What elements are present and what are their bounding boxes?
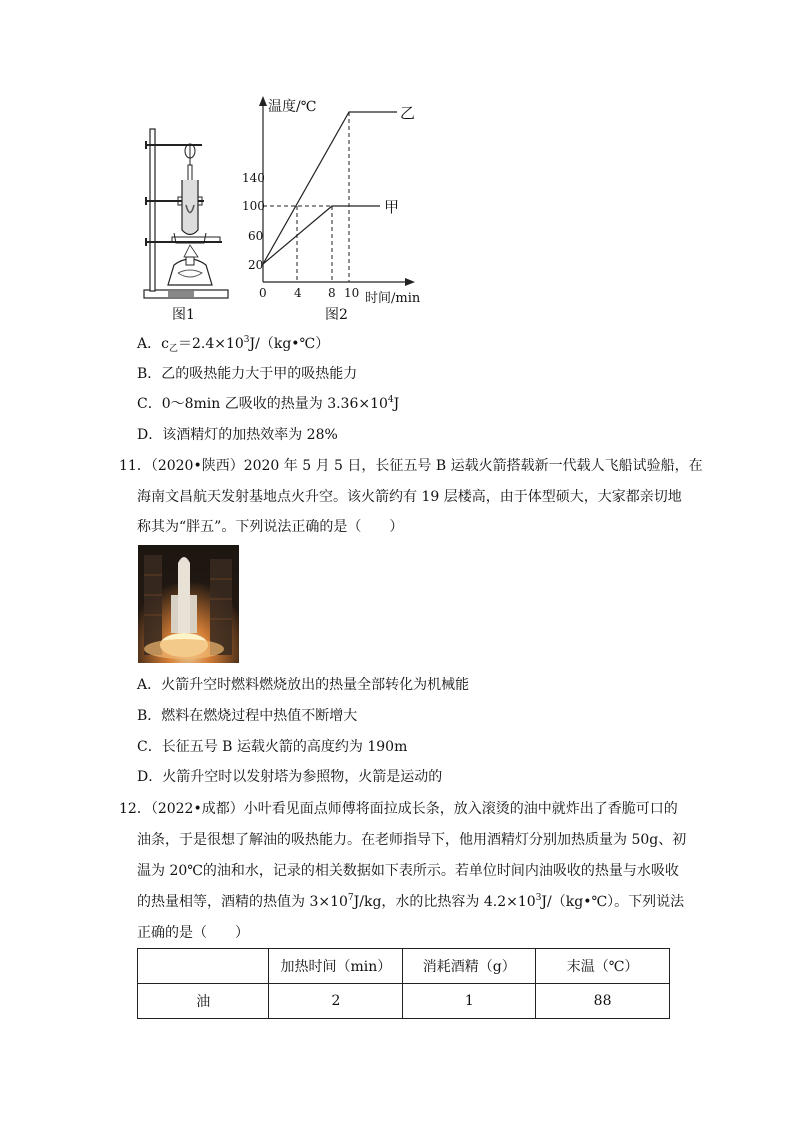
table-cell: 1 [403,984,536,1019]
rocket-launch-photo [138,545,239,663]
y-tick-100: 100 [242,199,265,213]
q11-stem-line2: 海南文昌航天发射基地点火升空。该火箭约有 19 层楼高，由于体型硕大，大家都亲切地 [137,489,682,505]
table-cell: 2 [269,984,403,1019]
q11-option-a: A．火箭升空时燃料燃烧放出的热量全部转化为机械能 [137,677,470,693]
x-tick-8: 8 [328,286,336,300]
series-yi-line [263,112,400,264]
y-tick-140: 140 [242,171,265,185]
series-label-yi: 乙 [400,104,416,122]
q10-option-a: A．$c_乙=2.4\times 10^3J/(kg•℃)$ [137,335,330,354]
q11-stem-line1: 11．（2020•陕西）2020 年 5 月 5 日，长征五号 B 运载火箭搭载新一代载人飞船试验船，在 [119,458,703,474]
table-header-row [138,949,670,984]
x-tick-0: 0 [259,286,267,300]
x-tick-10: 10 [344,286,360,300]
q12-stem-line5: 正确的是（ ） [137,925,249,941]
table-row [138,984,670,1019]
table-header-cell: 加热时间（min） [269,949,403,984]
q10-option-b: B．乙的吸热能力大于甲的吸热能力 [137,366,358,382]
q12-stem-line1: 12．（2022•成都）小叶看见面点师傅将面拉成长条，放入滚烫的油中就炸出了香脆可口的 [119,801,678,817]
table-cell: 88 [536,984,670,1019]
q11-option-b: B．燃料在燃烧过程中热值不断增大 [137,708,358,724]
series-label-jia: 甲 [384,198,400,216]
x-axis-label: 时间/min [365,291,421,306]
table-cell: 油 [138,984,269,1019]
y-tick-60: 60 [248,229,264,243]
figure2-label: 图2 [325,307,348,323]
y-axis-label: 温度/℃ [268,99,317,115]
temperature-time-graph [235,92,435,304]
table-header-cell: 消耗酒精（g） [403,949,536,984]
q12-stem-line4: 的热量相等，酒精的热值为 $3\times 10^7J/kg$，水的比热容为 $4.2\times 10^3J/(kg•℃)$。下列说法 [137,893,685,910]
figure1-label: 图1 [172,307,195,323]
series-jia-line [263,206,380,264]
q12-stem-line3: 温为 20℃的油和水，记录的相关数据如下表所示。若单位时间内油吸收的热量与水吸收 [137,863,679,879]
apparatus-figure [138,125,234,305]
q10-option-c: C．0～8min 乙吸收的热量为 $3.36\times 10^4J$ [137,395,400,412]
q12-stem-line2: 油条，于是很想了解油的吸热能力。在老师指导下，他用酒精灯分别加热质量为 50g、初 [137,832,687,848]
q11-option-d: D．火箭升空时以发射塔为参照物，火箭是运动的 [137,769,443,785]
q10-option-d: D．该酒精灯的加热效率为 28% [137,427,338,443]
table-header-cell: 末温（℃） [536,949,670,984]
q12-data-table [137,948,670,1019]
q11-option-c: C．长征五号 B 运载火箭的高度约为 190m [137,739,408,755]
y-tick-20: 20 [248,258,264,272]
table-header-cell [138,949,269,984]
q11-stem-line3: 称其为“胖五”。下列说法正确的是（ ） [137,519,404,535]
x-tick-4: 4 [294,286,302,300]
